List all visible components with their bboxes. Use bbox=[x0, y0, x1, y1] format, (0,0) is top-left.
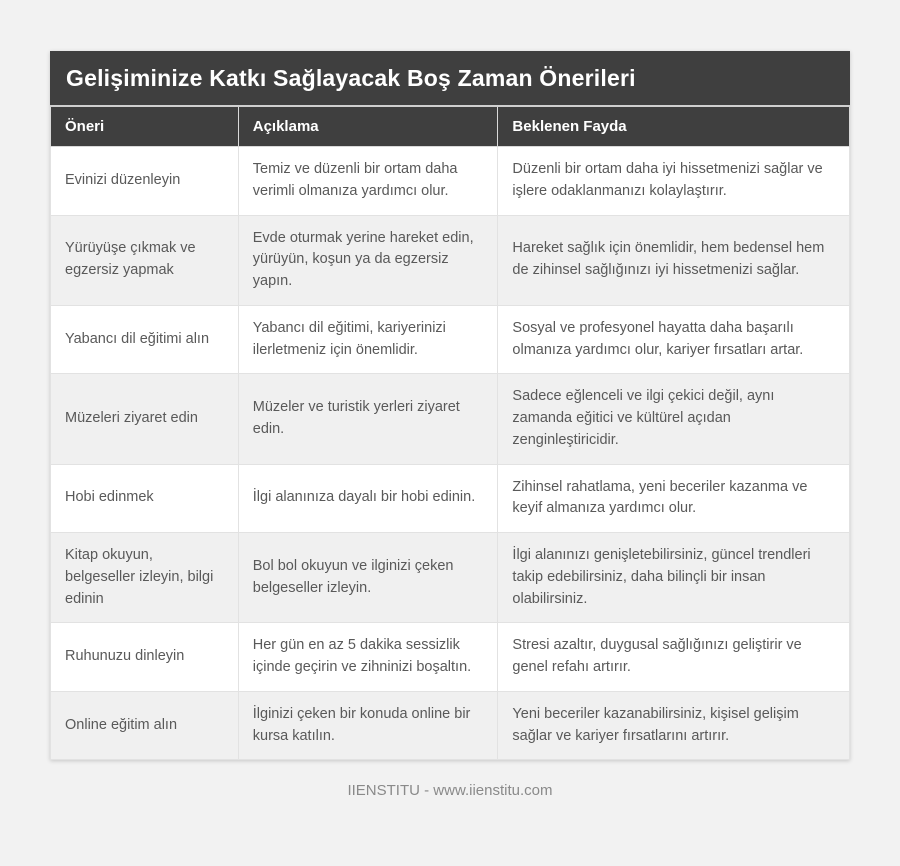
suggestions-table bbox=[50, 107, 850, 760]
table-row bbox=[51, 305, 850, 374]
table-row bbox=[51, 215, 850, 305]
table-row bbox=[51, 147, 850, 216]
cell-aciklama: Bol bol okuyun ve ilginizi çeken belgeseller izleyin. bbox=[238, 533, 498, 623]
cell-beklenen-fayda: İlgi alanınızı genişletebilirsiniz, güncel trendleri takip edebilirsiniz, daha bilinçli bir insan olabilirsiniz. bbox=[498, 533, 850, 623]
column-header-oneri: Öneri bbox=[51, 107, 239, 147]
table-row bbox=[51, 691, 850, 760]
cell-beklenen-fayda: Stresi azaltır, duygusal sağlığınızı geliştirir ve genel refahı artırır. bbox=[498, 623, 850, 692]
cell-beklenen-fayda: Hareket sağlık için önemlidir, hem bedensel hem de zihinsel sağlığınızı iyi hissetmenizi sağlar. bbox=[498, 215, 850, 305]
cell-aciklama: Evde oturmak yerine hareket edin, yürüyün, koşun ya da egzersiz yapın. bbox=[238, 215, 498, 305]
suggestions-table-card bbox=[50, 51, 850, 760]
table-header-row bbox=[51, 107, 850, 147]
table-row bbox=[51, 464, 850, 533]
table-row bbox=[51, 623, 850, 692]
cell-oneri: Yürüyüşe çıkmak ve egzersiz yapmak bbox=[51, 215, 239, 305]
table-row bbox=[51, 533, 850, 623]
cell-oneri: Yabancı dil eğitimi alın bbox=[51, 305, 239, 374]
cell-oneri: Ruhunuzu dinleyin bbox=[51, 623, 239, 692]
table-row bbox=[51, 374, 850, 464]
cell-oneri: Hobi edinmek bbox=[51, 464, 239, 533]
cell-oneri: Müzeleri ziyaret edin bbox=[51, 374, 239, 464]
cell-oneri: Online eğitim alın bbox=[51, 691, 239, 760]
cell-aciklama: İlginizi çeken bir konuda online bir kursa katılın. bbox=[238, 691, 498, 760]
cell-beklenen-fayda: Sadece eğlenceli ve ilgi çekici değil, aynı zamanda eğitici ve kültürel açıdan zenginleştiricidir. bbox=[498, 374, 850, 464]
cell-aciklama: Yabancı dil eğitimi, kariyerinizi ilerletmeniz için önemlidir. bbox=[238, 305, 498, 374]
cell-beklenen-fayda: Sosyal ve profesyonel hayatta daha başarılı olmanıza yardımcı olur, kariyer fırsatları artar. bbox=[498, 305, 850, 374]
table-title: Gelişiminize Katkı Sağlayacak Boş Zaman Önerileri bbox=[50, 51, 850, 107]
cell-beklenen-fayda: Yeni beceriler kazanabilirsiniz, kişisel gelişim sağlar ve kariyer fırsatlarını artırır. bbox=[498, 691, 850, 760]
cell-oneri: Kitap okuyun, belgeseller izleyin, bilgi edinin bbox=[51, 533, 239, 623]
cell-oneri: Evinizi düzenleyin bbox=[51, 147, 239, 216]
column-header-beklenen-fayda: Beklenen Fayda bbox=[498, 107, 850, 147]
cell-beklenen-fayda: Düzenli bir ortam daha iyi hissetmenizi sağlar ve işlere odaklanmanızı kolaylaştırır. bbox=[498, 147, 850, 216]
cell-aciklama: İlgi alanınıza dayalı bir hobi edinin. bbox=[238, 464, 498, 533]
cell-aciklama: Temiz ve düzenli bir ortam daha verimli olmanıza yardımcı olur. bbox=[238, 147, 498, 216]
cell-aciklama: Her gün en az 5 dakika sessizlik içinde geçirin ve zihninizi boşaltın. bbox=[238, 623, 498, 692]
footer-credit: IIENSTITU - www.iienstitu.com bbox=[347, 782, 553, 800]
cell-beklenen-fayda: Zihinsel rahatlama, yeni beceriler kazanma ve keyif almanıza yardımcı olur. bbox=[498, 464, 850, 533]
column-header-aciklama: Açıklama bbox=[238, 107, 498, 147]
cell-aciklama: Müzeler ve turistik yerleri ziyaret edin. bbox=[238, 374, 498, 464]
